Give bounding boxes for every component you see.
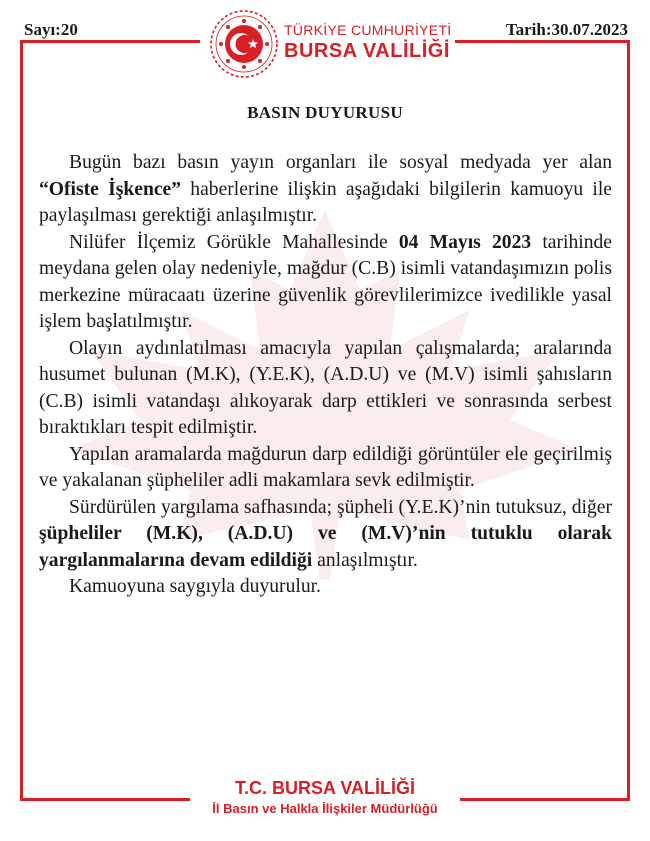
crescent-star-emblem-icon xyxy=(208,8,280,80)
paragraph-2 xyxy=(39,230,612,336)
paragraph-5-text-a: Sürdürülen yargılama safhasında; şüpheli (Y.E.K)’nin tutuksuz, diğer xyxy=(69,496,612,518)
org-name-line2: BURSA VALİLİĞİ xyxy=(284,40,450,62)
footer-org-name: T.C. BURSA VALİLİĞİ xyxy=(235,778,415,798)
document-number: Sayı:20 xyxy=(24,20,78,39)
paragraph-5-bold: şüpheliler (M.K), (A.D.U) ve (M.V)’nin tutuklu olarak yargılanmalarına devam edildiği xyxy=(39,523,612,571)
paragraph-4: Yapılan aramalarda mağdurun darp edildiği görüntüler ele geçirilmiş ve yakalanan şüpheliler adli makamlara sevk edilmiştir. xyxy=(39,443,612,491)
paragraph-5-text-c: anlaşılmıştır. xyxy=(312,549,418,571)
page-title: BASIN DUYURUSU xyxy=(247,103,403,122)
paragraph-6: Kamuoyuna saygıyla duyurulur. xyxy=(69,576,321,597)
paragraph-2-bold: 04 Mayıs 2023 xyxy=(398,231,532,253)
paragraph-1-bold: “Ofiste İşkence” xyxy=(39,178,182,200)
paragraph-5 xyxy=(39,495,612,575)
paragraph-2-text-a: Nilüfer İlçemiz Görükle Mahallesinde xyxy=(69,231,399,253)
announcement-body xyxy=(39,150,612,601)
org-name-line1: TÜRKİYE CUMHURİYETİ xyxy=(284,22,452,38)
document-date: Tarih:30.07.2023 xyxy=(505,20,628,39)
paragraph-1 xyxy=(39,150,612,230)
paragraph-3: Olayın aydınlatılması amacıyla yapılan çalışmalarda; aralarında husumet bulunan (M.K), (Y.E.K), (A.D.U) ve (M.V) isimli şahısların (C.B) isimli vatandaşı alıkoyarak darp ettikleri ve sonrasında serbest bıraktıkları tespit edilmiştir. xyxy=(39,337,612,438)
paragraph-1-text-a: Bugün bazı basın yayın organları ile sosyal medyada yer alan xyxy=(69,152,612,173)
paragraph-1-text-c: haberlerine ilişkin aşağıdaki bilgilerin kamuoyu ile paylaşılması gerektiği anlaşılmıştır. xyxy=(39,178,612,226)
paragraph-2-text-c: tarihinde meydana gelen olay nedeniyle, mağdur (C.B) isimli vatandaşımızın polis merkezine müracaatı üzerine güvenlik görevlilerimizce ivedilikle yasal işlem başlatılmıştır. xyxy=(39,231,613,332)
footer-department: İl Basın ve Halkla İlişkiler Müdürlüğü xyxy=(212,801,438,816)
